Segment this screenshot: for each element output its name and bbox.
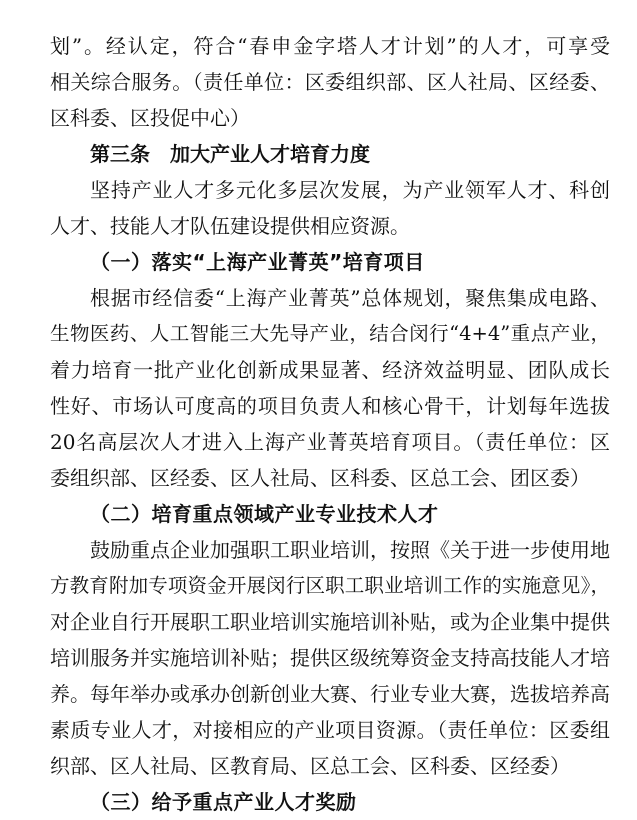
text-line: 鼓励重点企业加强职工职业培训，按照《关于进一步使用地 <box>90 538 610 562</box>
text-line: 素质专业人才，对接相应的产业项目资源。（责任单位：区委组 <box>50 718 610 742</box>
text-line: 委组织部、区经委、区人社局、区科委、区总工会、团区委） <box>50 466 590 490</box>
text-line: 人才、技能人才队伍建设提供相应资源。 <box>50 214 410 238</box>
text-line: 生物医药、人工智能三大先导产业，结合闵行“4+4”重点产业， <box>50 322 610 345</box>
text-line: 根据市经信委“上海产业菁英”总体规划，聚焦集成电路、 <box>90 286 610 310</box>
text-line: 区科委、区投促中心） <box>50 106 250 130</box>
section-heading: （二）培育重点领域产业专业技术人才 <box>90 502 439 526</box>
text-line: 着力培育一批产业化创新成果显著、经济效益明显、团队成长 <box>50 358 610 382</box>
text-line: 划”。经认定，符合“春申金字塔人才计划”的人才，可享受 <box>50 34 610 58</box>
text-line: 20名高层次人才进入上海产业菁英培育项目。（责任单位：区 <box>50 430 610 454</box>
text-line: 坚持产业人才多元化多层次发展，为产业领军人才、科创 <box>90 178 610 202</box>
article-heading: 第三条 加大产业人才培育力度 <box>90 142 370 166</box>
text-line: 性好、市场认可度高的项目负责人和核心骨干，计划每年选拔 <box>50 394 610 418</box>
text-line: 相关综合服务。（责任单位：区委组织部、区人社局、区经委、 <box>50 70 610 94</box>
text-line: 培训服务并实施培训补贴；提供区级统筹资金支持高技能人才培 <box>50 646 610 670</box>
text-line: 方教育附加专项资金开展闵行区职工职业培训工作的实施意见》， <box>50 574 610 597</box>
section-heading: （一）落实“上海产业菁英”培育项目 <box>90 250 425 274</box>
section-heading: （三）给予重点产业人才奖励 <box>90 790 357 814</box>
text-line: 对企业自行开展职工职业培训实施培训补贴，或为企业集中提供 <box>50 610 610 634</box>
text-line: 织部、区人社局、区教育局、区总工会、区科委、区经委） <box>50 754 570 778</box>
text-line: 养。每年举办或承办创新创业大赛、行业专业大赛，选拔培养高 <box>50 682 610 706</box>
